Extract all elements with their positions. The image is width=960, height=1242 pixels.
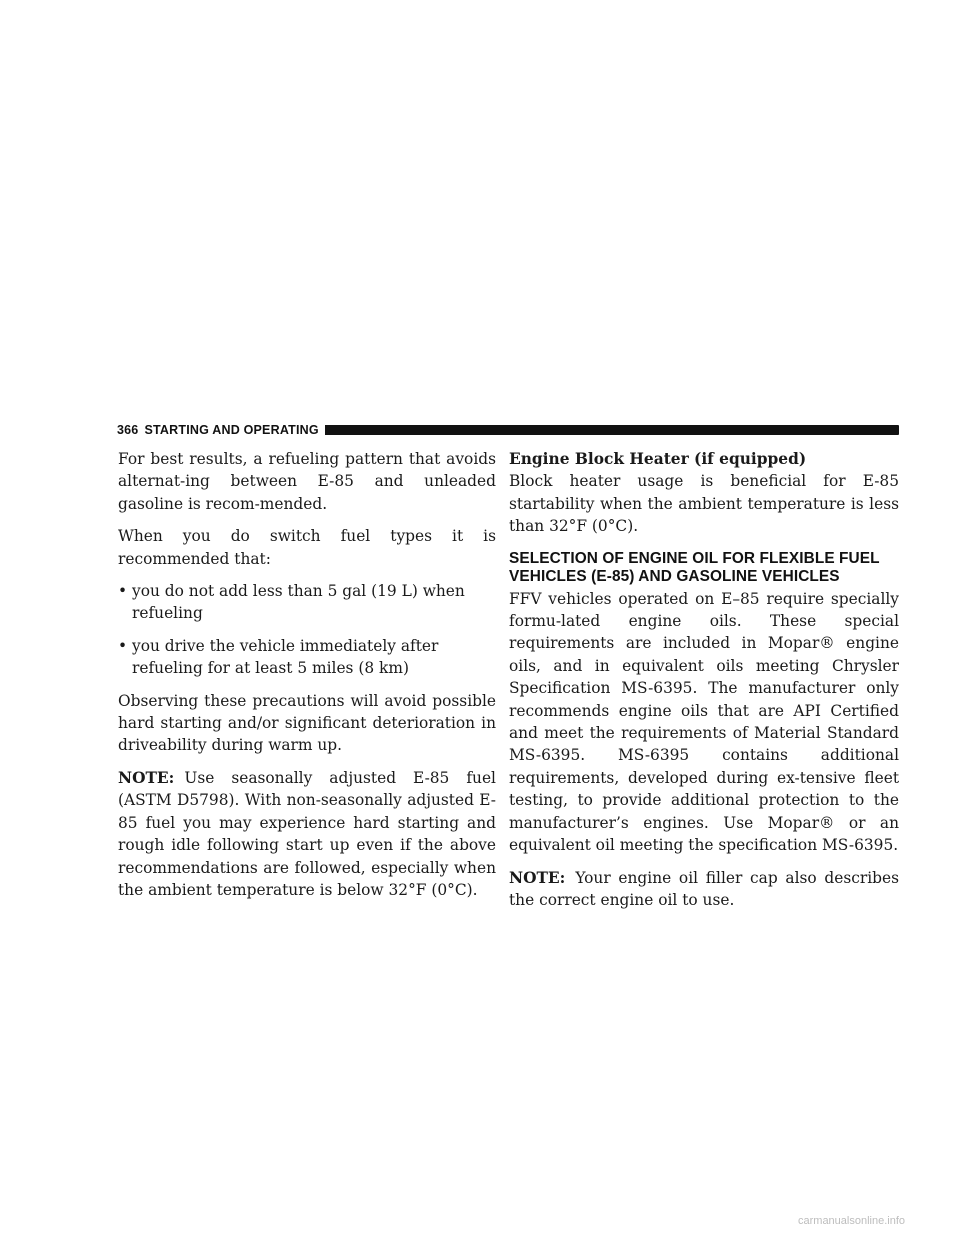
header-text	[117, 423, 319, 437]
left-column	[118, 448, 496, 901]
header-rule	[325, 425, 899, 435]
note-text: Your engine oil filler cap also describes the correct engine oil to use.	[509, 868, 899, 909]
footer-watermark: carmanualsonline.info	[798, 1215, 906, 1227]
note-paragraph	[509, 867, 899, 912]
section-name: STARTING AND OPERATING	[144, 423, 319, 437]
paragraph-engine-oil: FFV vehicles operated on E–85 require specially formu-lated engine oils. These special requirements are included in Mopar® engine oils, and in equivalent oils meeting Chrysler Specification MS-6395. The manufacturer only recommends engine oils that are API Certified and meet the requirements of Material Standard MS-6395. MS-6395 contains additional requirements, developed during ex-tensive fleet testing, to provide additional protection to the manufacturer’s engines. Use Mopar® or an equivalent oil meeting the specification MS-6395.	[509, 589, 899, 855]
bullet-icon: •	[118, 636, 128, 655]
list-item	[118, 635, 496, 680]
note-paragraph	[118, 767, 496, 901]
note-text: Use seasonally adjusted E-85 fuel (ASTM D5798). With non-seasonally adjusted E-85 fuel you may experience hard starting and rough idle following start up even if the above recommendations are followed, especially when the ambient temperature is below 32°F (0°C).	[118, 768, 496, 899]
page-number: 366	[117, 423, 139, 437]
page-header	[117, 422, 899, 438]
paragraph-block-heater: Block heater usage is beneficial for E-85 startability when the ambient temperature is less than 32°F (0°C).	[509, 472, 899, 536]
bullet-text: you do not add less than 5 gal (19 L) when refueling	[132, 582, 465, 623]
note-label: NOTE:	[118, 768, 175, 787]
paragraph-precautions: Observing these precautions will avoid possible hard starting and/or significant deterioration in driveability during warm up.	[118, 691, 496, 755]
subheading-block-heater: Engine Block Heater (if equipped)	[509, 450, 807, 468]
paragraph-switch-fuel: When you do switch fuel types it is recommended that:	[118, 527, 496, 568]
note-label: NOTE:	[509, 868, 566, 887]
paragraph-refueling-pattern: For best results, a refueling pattern that avoids alternat-ing between E-85 and unleaded gasoline is recom-mended.	[118, 450, 496, 513]
bullet-text: you drive the vehicle immediately after refueling for at least 5 miles (8 km)	[132, 636, 439, 678]
section-title-engine-oil: SELECTION OF ENGINE OIL FOR FLEXIBLE FUEL VEHICLES (E-85) AND GASOLINE VEHICLES	[509, 549, 880, 585]
bullet-icon: •	[118, 582, 128, 601]
list-item	[118, 580, 496, 625]
right-column	[509, 448, 899, 911]
